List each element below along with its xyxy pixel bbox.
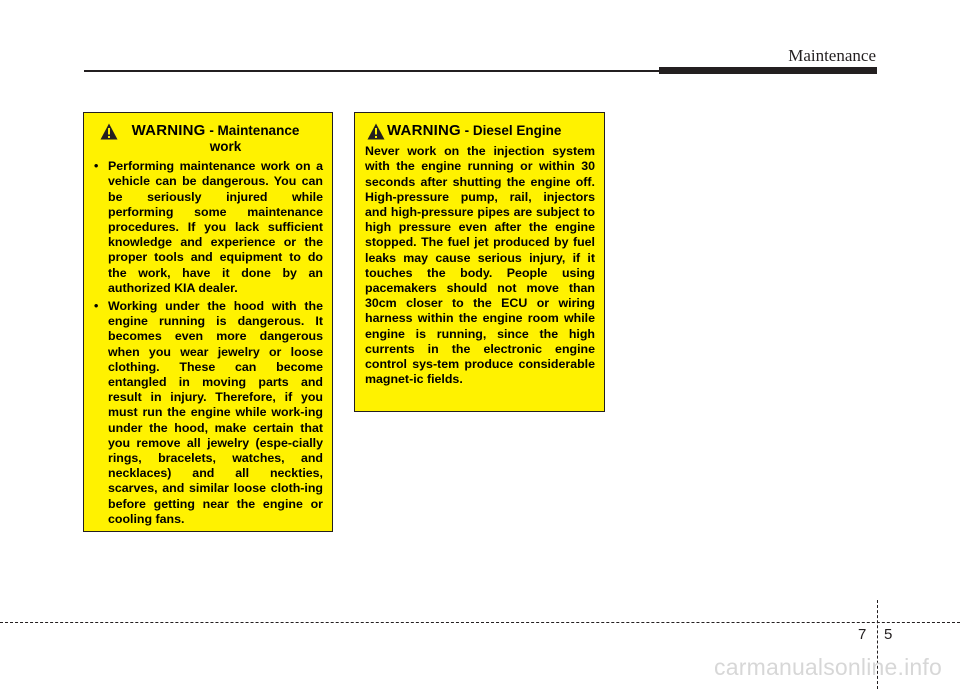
warning-box-maintenance: [83, 112, 333, 532]
warning-label: WARNING: [131, 122, 206, 139]
warning-body: Never work on the injection system with the engine running or within 30 seconds after shutting the engine off. High-pressure pump, rail, injectors and high-pressure pipes are subject to high pressure even after the engine stopped. The fuel jet produced by fuel leaks may cause serious injury, if it touches the body. People using pacemakers should not move than 30cm closer to the ECU or wiring harness within the engine room while engine is running, since the high currents in the electronic engine control sys-tem produce considerable magnet-ic fields.: [365, 144, 595, 387]
section-title: Maintenance: [788, 46, 876, 65]
chapter-number: 7: [858, 626, 867, 643]
header-rule-accent: [659, 67, 877, 74]
warning-triangle-icon: [367, 123, 385, 140]
warning-heading: [94, 123, 323, 154]
warning-title-continued: work: [209, 139, 242, 155]
page-number: 5: [884, 626, 893, 643]
bullet-icon: •: [94, 299, 99, 314]
list-item: [94, 299, 323, 527]
bullet-text: Performing maintenance work on a vehicle can be dangerous. You can be seriously injured while performing some maintenance procedures. If you lack sufficient knowledge and experience or the proper tools and equipment to do the work, have it done by an authorized KIA dealer.: [108, 159, 323, 295]
warning-box-diesel: [354, 112, 605, 412]
header-rule: [84, 70, 664, 72]
warning-bullet-list: [94, 159, 323, 527]
list-item: [94, 159, 323, 296]
warning-title: - Maintenance: [205, 123, 300, 138]
bullet-text: Working under the hood with the engine running is dangerous. It becomes even more dangerous when you wear jewelry or loose clothing. These can become entangled in moving parts and result in injury. Therefore, if you must run the engine while work-ing under the hood, make certain that you remove all jewelry (espe-cially rings, bracelets, watches, and necklaces) and all neckties, scarves, and similar loose cloth-ing before getting near the engine or cooling fans.: [108, 299, 323, 526]
warning-title: - Diesel Engine: [460, 123, 562, 138]
warning-triangle-icon: [100, 123, 118, 140]
warning-heading: [365, 123, 595, 139]
bullet-icon: •: [94, 159, 99, 174]
watermark: carmanualsonline.info: [714, 654, 942, 680]
footer-rule: [0, 622, 960, 623]
warning-label: WARNING: [387, 122, 461, 139]
